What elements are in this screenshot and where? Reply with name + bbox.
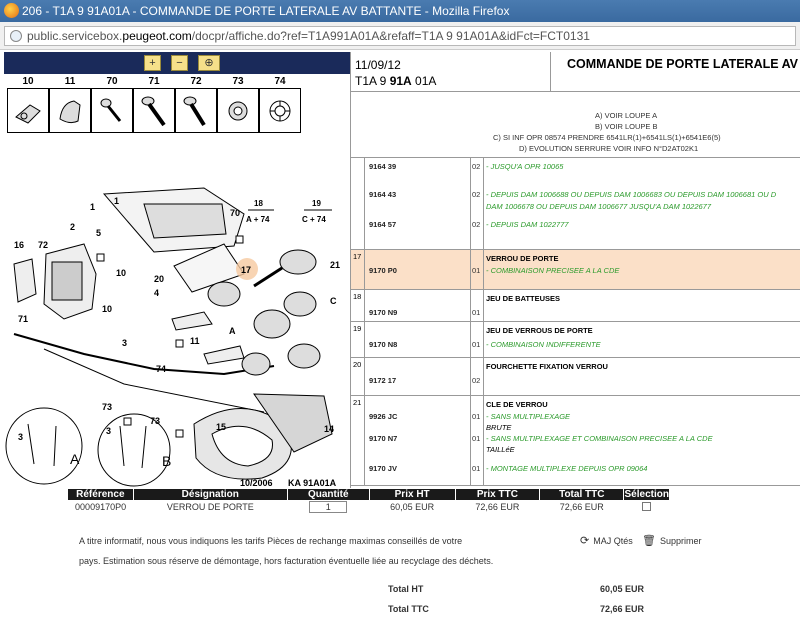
notes-section (351, 92, 800, 158)
document-code (355, 73, 546, 89)
part-quantity: 01 (472, 266, 481, 275)
callout-label: 2 (70, 222, 76, 232)
part-description: - DEPUIS DAM 1022777 (486, 220, 569, 229)
table-row[interactable] (351, 158, 800, 250)
cell-prix-ht: 60,05 EUR (390, 502, 435, 512)
part-description: - JUSQU'A OPR 10065 (486, 162, 564, 171)
parts-table (351, 158, 800, 488)
diagram-date: 10/2006 (240, 478, 273, 488)
row-number: 17 (351, 250, 365, 289)
part-title: VERROU DE PORTE (486, 254, 559, 263)
part-number: 74 (274, 76, 286, 87)
trash-icon: 🗑 (642, 535, 656, 547)
callout-label: 4 (154, 288, 160, 298)
url-field[interactable] (4, 26, 796, 46)
row-number (351, 158, 365, 249)
delete-button[interactable] (642, 534, 701, 547)
note-line: D) EVOLUTION SERRURE VOIR INFO N°D2AT02K1 (519, 144, 699, 153)
firefox-icon (4, 3, 19, 18)
part-box[interactable] (259, 76, 301, 134)
total-ttc-label: Total TTC (388, 604, 429, 614)
total-ht-label: Total HT (388, 584, 424, 594)
refresh-icon: ⟳ (580, 535, 590, 547)
table-row (68, 500, 670, 514)
part-description: - COMBINAISON PRECISEE A LA CDE (486, 266, 620, 275)
screw-part-image (175, 88, 217, 133)
part-description: TAILLéE (486, 445, 515, 454)
col-prix-ht: Prix HT (369, 489, 455, 500)
navigation-bar (0, 22, 800, 50)
part-reference[interactable]: 9170 N9 (369, 308, 398, 317)
callout-label: C (330, 296, 337, 306)
code-suffix: 01A (411, 74, 437, 88)
row-number: 21 (351, 396, 365, 485)
part-number: 10 (22, 76, 34, 87)
part-box[interactable] (133, 76, 175, 134)
zoom-in-button[interactable] (144, 55, 161, 71)
table-row[interactable] (351, 250, 800, 290)
total-ht-value: 60,05 EUR (600, 584, 645, 594)
part-box[interactable] (7, 76, 49, 134)
col-prix-ttc: Prix TTC (455, 489, 539, 500)
part-title: FOURCHETTE FIXATION VERROU (486, 362, 608, 371)
price-disclaimer: A titre informatif, nous vous indiquons les tarifs Pièces de rechange maximas conseillés de votre (79, 536, 463, 546)
part-description: DAM 1006678 OU DEPUIS DAM 1006677 JUSQU'A DAM 1022677 (486, 202, 712, 211)
table-row[interactable] (351, 396, 800, 486)
ref-18-sublabel: A + 74 (246, 215, 270, 224)
row-number: 19 (351, 322, 365, 357)
table-row[interactable] (351, 290, 800, 322)
update-quantities-button[interactable] (580, 534, 633, 547)
small-parts-strip (7, 76, 307, 134)
part-reference[interactable]: 9170 N8 (369, 340, 398, 349)
part-reference[interactable]: 9172 17 (369, 376, 397, 385)
part-description: BRUTE (486, 423, 512, 432)
ref-19-label: 19 (312, 199, 321, 208)
document-header (351, 52, 551, 92)
part-box[interactable] (175, 76, 217, 134)
part-box[interactable] (91, 76, 133, 134)
quantity-input[interactable]: 1 (309, 501, 347, 513)
callout-label: 3 (106, 426, 112, 436)
screw-part-image (133, 88, 175, 133)
part-quantity: 01 (472, 308, 481, 317)
update-quantities-label: MAJ Qtés (593, 536, 633, 546)
callout-label: 10 (116, 268, 127, 278)
col-quantite: Quantité (287, 489, 369, 500)
callout-label: 72 (38, 240, 49, 250)
ref-19-sublabel: C + 74 (302, 215, 326, 224)
part-reference[interactable]: 9170 JV (369, 464, 397, 473)
cell-designation: VERROU DE PORTE (166, 502, 254, 512)
part-quantity: 01 (472, 464, 481, 473)
note-line: A) VOIR LOUPE A (595, 111, 658, 120)
part-reference[interactable]: 9170 N7 (369, 434, 398, 443)
table-row[interactable] (351, 322, 800, 358)
selection-checkbox[interactable] (642, 502, 651, 511)
globe-icon (10, 30, 22, 42)
note-line: B) VOIR LOUPE B (595, 122, 658, 131)
diagram-reference: KA 91A01A (288, 478, 337, 488)
note-line: C) SI INF OPR 08574 PRENDRE 6541LR(1)+6541LS(1)+6541E6(5) (493, 133, 721, 142)
callout-label: 17 (241, 265, 252, 275)
callout-label: 1 (90, 202, 96, 212)
part-description: - COMBINAISON INDIFFERENTE (486, 340, 601, 349)
part-box[interactable] (217, 76, 259, 134)
part-description: - SANS MULTIPLEXAGE (486, 412, 571, 421)
col-designation: Désignation (133, 489, 287, 500)
callout-label: 10 (102, 304, 113, 314)
document-heading: COMMANDE DE PORTE LATERALE AV (551, 52, 800, 92)
zoom-select-icon: ⊕ (204, 57, 214, 69)
rivet-part-image (91, 88, 133, 133)
part-quantity: 01 (472, 412, 481, 421)
part-box[interactable] (49, 76, 91, 134)
callout-label: 11 (190, 336, 200, 346)
callout-label: 15 (216, 422, 227, 432)
star-washer-part-image (259, 88, 301, 133)
inset-b-label: B (162, 453, 172, 469)
price-disclaimer: pays. Estimation sous réserve de démontage, hors facturation éventuelle liée au recyclage des déchets. (79, 556, 494, 566)
part-description: - SANS MULTIPLEXAGE ET COMBINAISON PRECISEE A LA CDE (486, 434, 713, 443)
code-bold: 91A (389, 74, 412, 88)
part-number: 72 (190, 76, 202, 87)
part-reference[interactable]: 9164 39 (369, 162, 397, 171)
ref-column (365, 158, 471, 249)
part-number: 11 (64, 76, 76, 87)
inset-a-label: A (70, 451, 80, 467)
ref-18-label: 18 (254, 199, 263, 208)
nut-part-image (217, 88, 259, 133)
callout-label: 1 (114, 196, 120, 206)
part-number: 73 (232, 76, 244, 87)
diagram-pane (4, 52, 350, 488)
callout-label: 71 (18, 314, 29, 324)
part-title: JEU DE BATTEUSES (486, 294, 561, 303)
cell-prix-ttc: 72,66 EUR (475, 502, 520, 512)
callout-label: 16 (14, 240, 25, 250)
callout-label: 14 (324, 424, 335, 434)
callout-label: A (229, 326, 236, 336)
row-number: 20 (351, 358, 365, 395)
callout-label: 3 (18, 432, 24, 442)
part-quantity: 02 (472, 162, 481, 171)
zoom-out-icon: − (176, 57, 183, 69)
part-title: JEU DE VERROUS DE PORTE (486, 326, 593, 335)
part-number: 70 (106, 76, 118, 87)
callout-label: 74 (156, 364, 167, 374)
diagram-toolbar (4, 52, 350, 74)
parts-list-pane (350, 52, 800, 488)
zoom-out-button[interactable] (171, 55, 188, 71)
cell-reference: 00009170P0 (75, 502, 127, 512)
col-total-ttc: Total TTC (540, 489, 624, 500)
col-selection: Sélection (624, 489, 669, 500)
order-section (0, 488, 800, 618)
callout-label: 5 (96, 228, 102, 238)
code-prefix: T1A 9 (355, 74, 390, 88)
callout-label: 21 (330, 260, 341, 270)
part-reference[interactable]: 9926 JC (369, 412, 398, 421)
clip-part-image (7, 88, 49, 133)
url-suffix: /docpr/affiche.do?ref=T1A991A01A&refaff=T1A 9 91A01A&idFct=FCT0131 (191, 29, 590, 43)
table-row[interactable] (351, 358, 800, 396)
part-quantity: 01 (472, 434, 481, 443)
part-quantity: 02 (472, 190, 481, 199)
clip-part-image (49, 88, 91, 133)
part-quantity: 01 (472, 340, 481, 349)
total-ttc-value: 72,66 EUR (600, 604, 645, 614)
callout-label: 73 (102, 402, 113, 412)
callout-label: 70 (230, 208, 241, 218)
document-date: 11/09/12 (355, 58, 401, 72)
url-host: peugeot.com (122, 29, 192, 43)
zoom-in-icon: + (149, 57, 156, 69)
part-description: - MONTAGE MULTIPLEXE DEPUIS OPR 09064 (486, 464, 648, 473)
part-description: - DEPUIS DAM 1006688 OU DEPUIS DAM 1006683 OU DEPUIS DAM 1006681 OU D (486, 190, 777, 199)
cell-total-ttc: 72,66 EUR (559, 502, 604, 512)
cell-selection (624, 500, 670, 514)
col-reference: Référence (68, 489, 133, 500)
part-title: CLE DE VERROU (486, 400, 548, 409)
order-table (68, 489, 670, 514)
delete-label: Supprimer (659, 536, 702, 546)
part-reference[interactable]: 9164 43 (369, 190, 397, 199)
callout-label: 20 (154, 274, 165, 284)
exploded-view-diagram (4, 134, 350, 488)
callout-label: 73 (150, 416, 161, 426)
zoom-select-button[interactable] (198, 55, 220, 71)
url-prefix: public.servicebox. (27, 29, 123, 43)
qty-column (471, 158, 484, 249)
window-title: 206 - T1A 9 91A01A - COMMANDE DE PORTE LATERALE AV BATTANTE - Mozilla Firefox (22, 4, 510, 18)
part-reference[interactable]: 9164 57 (369, 220, 397, 229)
row-number: 18 (351, 290, 365, 321)
part-reference[interactable]: 9170 P0 (369, 266, 397, 275)
part-quantity: 02 (472, 376, 481, 385)
window-titlebar (0, 0, 800, 22)
part-quantity: 02 (472, 220, 481, 229)
callout-label: 3 (122, 338, 128, 348)
cell-quantite (287, 500, 369, 514)
part-number: 71 (148, 76, 160, 87)
